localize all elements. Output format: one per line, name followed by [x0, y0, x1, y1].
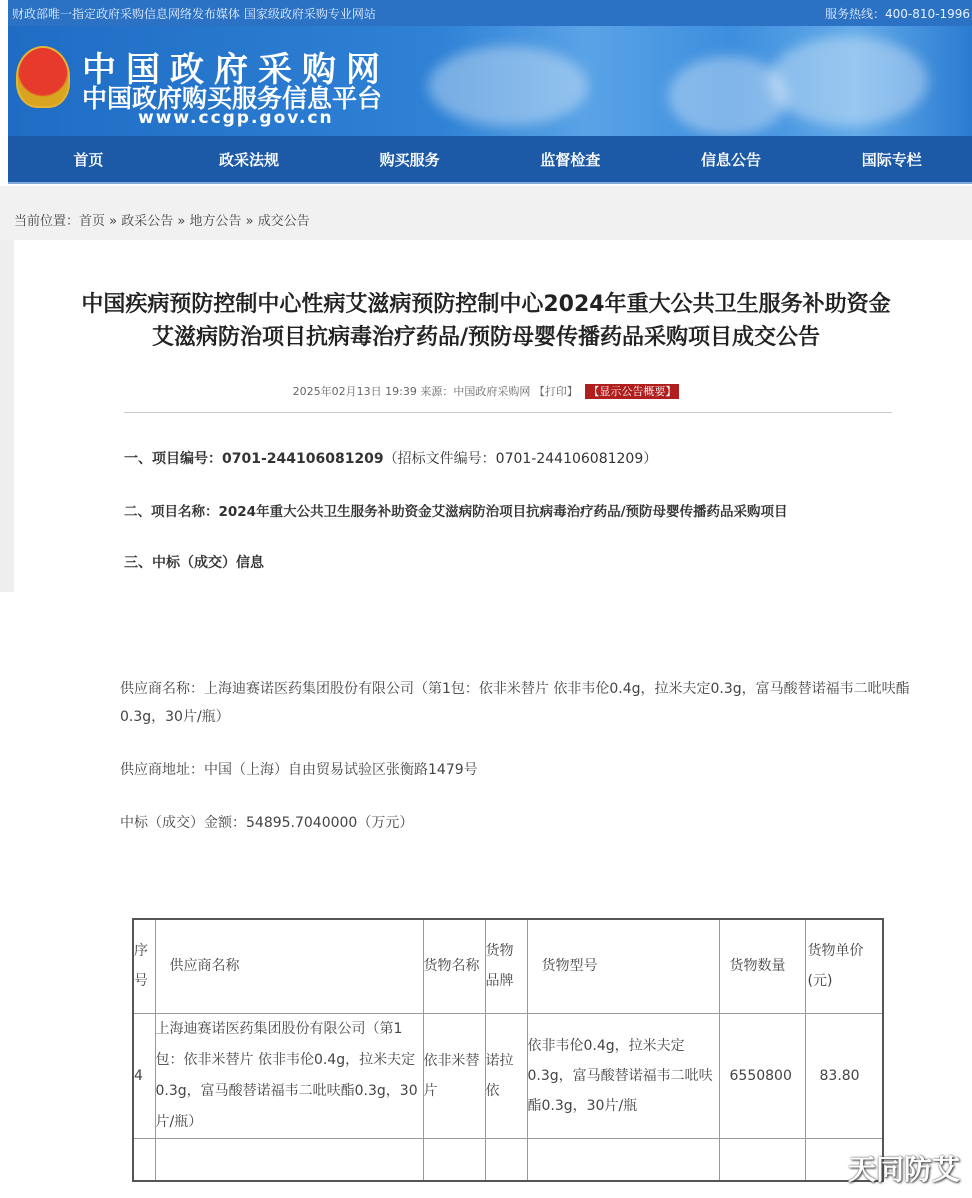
header-model: 货物型号	[527, 919, 719, 1013]
breadcrumb-area	[0, 186, 972, 240]
title-line-2: 艾滋病防治项目抗病毒治疗药品/预防母婴传播药品采购项目成交公告	[151, 325, 821, 350]
cell-index: 4	[133, 1013, 155, 1138]
table-empty-row	[133, 1138, 883, 1181]
table-row	[133, 1013, 883, 1138]
empty-cell	[423, 1138, 485, 1181]
header-goods-name: 货物名称	[423, 919, 485, 1013]
project-number	[124, 448, 657, 468]
empty-cell	[485, 1138, 527, 1181]
header-quantity: 货物数量	[719, 919, 805, 1013]
watermark: 天同防艾	[847, 1153, 960, 1186]
service-hotline: 服务热线：400-810-1996	[824, 6, 970, 21]
print-link[interactable]: 【打印】	[533, 385, 578, 398]
breadcrumb-label: 当前位置：	[14, 214, 80, 229]
article-meta	[14, 383, 958, 399]
award-table	[132, 918, 884, 1182]
header-unit-price: 货物单价(元)	[805, 919, 883, 1013]
nav-announcements[interactable]: 信息公告	[701, 151, 762, 169]
top-info-bar	[8, 0, 972, 26]
site-logo-title[interactable]: 中国政府采购网	[82, 50, 390, 90]
supplier-name: 供应商名称：上海迪赛诺医药集团股份有限公司（第1包：依非米替片 依非韦伦0.4g，拉米夫定0.3g，富马酸替诺福韦二吡呋酯0.3g，30片/瓶）	[120, 681, 910, 725]
empty-cell	[133, 1138, 155, 1181]
nav-international[interactable]: 国际专栏	[861, 151, 922, 169]
site-url: www.ccgp.gov.cn	[138, 108, 334, 128]
cell-unit-price: 83.80	[805, 1013, 883, 1138]
article-panel	[14, 240, 972, 592]
show-summary-button[interactable]: 【显示公告概要】	[585, 384, 679, 399]
cell-supplier: 上海迪赛诺医药集团股份有限公司（第1包：依非米替片 依非韦伦0.4g，拉米夫定0.3g，富马酸替诺福韦二吡呋酯0.3g，30片/瓶）	[155, 1013, 423, 1138]
cell-goods-name: 依非米替片	[423, 1013, 485, 1138]
tender-doc-number: （招标文件编号：0701-244106081209）	[383, 451, 658, 467]
breadcrumb-local-announcements[interactable]: 地方公告	[189, 214, 242, 229]
breadcrumb-sep: »	[105, 214, 122, 229]
breadcrumb-sep: »	[173, 214, 190, 229]
nav-supervision[interactable]: 监督检查	[540, 151, 601, 169]
breadcrumb-gov-announcements[interactable]: 政采公告	[121, 214, 174, 229]
main-nav	[8, 136, 972, 184]
table-header-row	[133, 919, 883, 1013]
nav-home[interactable]: 首页	[73, 151, 104, 169]
left-margin	[0, 240, 14, 592]
cell-model: 依非韦伦0.4g，拉米夫定0.3g，富马酸替诺福韦二吡呋酯0.3g，30片/瓶	[527, 1013, 719, 1138]
site-slogan: 财政部唯一指定政府采购信息网络发布媒体 国家级政府采购专业网站	[12, 6, 376, 21]
title-line-1: 中国疾病预防控制中心性病艾滋病预防控制中心2024年重大公共卫生服务补助资金	[81, 292, 891, 317]
header-brand: 货物品牌	[485, 919, 527, 1013]
project-number-text: 一、项目编号：0701-244106081209	[124, 451, 384, 467]
empty-cell	[719, 1138, 805, 1181]
empty-cell	[527, 1138, 719, 1181]
breadcrumb-sep: »	[241, 214, 258, 229]
award-info-heading: 三、中标（成交）信息	[124, 555, 264, 571]
header-index: 序号	[133, 919, 155, 1013]
article-title	[14, 288, 958, 354]
national-emblem-logo	[16, 46, 70, 108]
empty-cell	[155, 1138, 423, 1181]
supplier-address: 供应商地址：中国（上海）自由贸易试验区张衡路1479号	[120, 762, 478, 778]
nav-purchase-services[interactable]: 购买服务	[379, 151, 440, 169]
award-amount: 中标（成交）金额：54895.7040000（万元）	[120, 815, 414, 831]
publish-info: 2025年02月13日 19:39 来源：中国政府采购网	[292, 385, 531, 398]
site-logo-subtitle: 中国政府购买服务信息平台	[82, 84, 383, 113]
supplier-info	[8, 655, 972, 855]
breadcrumb-home[interactable]: 首页	[79, 214, 106, 229]
header-supplier: 供应商名称	[155, 919, 423, 1013]
breadcrumb	[14, 210, 310, 229]
divider	[124, 412, 892, 413]
breadcrumb-deal-announcements[interactable]: 成交公告	[257, 214, 310, 229]
nav-regulations[interactable]: 政采法规	[219, 151, 280, 169]
cell-brand: 诺拉依	[485, 1013, 527, 1138]
site-banner	[8, 26, 972, 136]
cell-quantity: 6550800	[719, 1013, 805, 1138]
project-name: 二、项目名称：2024年重大公共卫生服务补助资金艾滋病防治项目抗病毒治疗药品/预防母婴传播药品采购项目	[124, 504, 788, 520]
